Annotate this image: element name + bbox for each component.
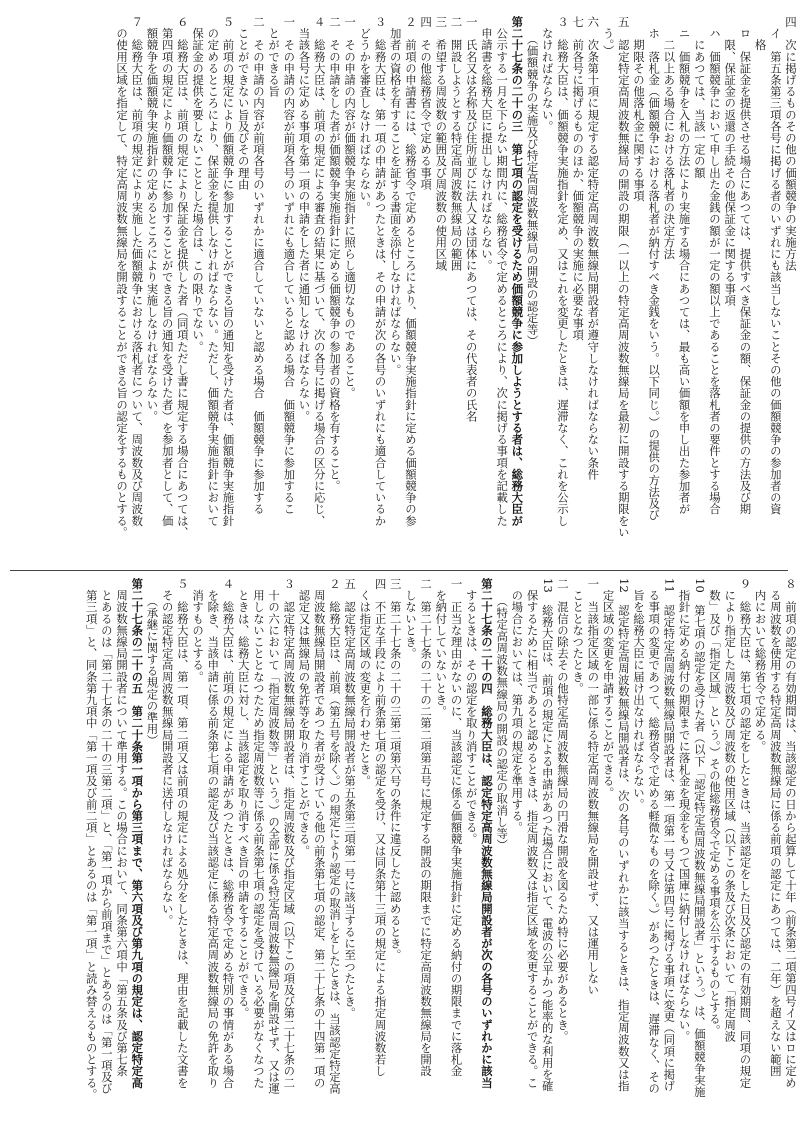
lower-text-column: ９ 総務大臣は、第七項の認定をしたときは、当該認定をした日及び認定の有効期間、同項の規定 [738, 578, 753, 1089]
lower-text-column: 三 第二十七条の二十の三第二項第六号の条件に違反したと認めるとき。 [388, 578, 403, 961]
lower-text-column: 二 第二十七条の二十の二第二項第五号に規定する開設の期限までに特定高周波数無線局を開設 [419, 578, 434, 1077]
lower-text-column: ４ 総務大臣は、前項の規定による申請があつたときは、総務省令で定める特別の事情がある場合 [221, 578, 236, 1089]
lower-text-column: を納付していないとき。 [434, 578, 449, 718]
upper-text-column: ニ 価額競争を入札の方法により実施する場合にあつては、最も高い価額を申し出た参加者が [677, 16, 692, 515]
lower-text-column: ２ 総務大臣は、前項（第五号を除く。）の規定により認定の取消しをしたときは、当該認定特定高 [327, 578, 342, 1095]
lower-text-column: （特定高周波数無線局の開設の認定の取消し等） [495, 578, 510, 851]
upper-text-column: う。） [601, 16, 616, 57]
upper-text-column: 申請書を総務大臣に提出しなければならない。 [479, 16, 494, 272]
upper-text-column: 当該各号に定める事項を第一項の申請をした者に通知しなければならない。 [297, 16, 312, 422]
upper-text-column: 五 認定特定高周波数無線局の開設の期限（一以上の特定高周波数無線局を最初に開設する期限をい [616, 16, 631, 538]
lower-text-column: 一 当該指定区域の一部に係る特定高周波数無線局を開設せず、又は運用しない [586, 578, 601, 996]
upper-text-column: にあつては、当該一定の額 [692, 16, 707, 179]
lower-text-column: により指定した周波数及び周波数の使用区域（以下この条及び次条において「指定周波 [723, 578, 738, 1042]
upper-text-column: イ 第五条第三項各号に掲げる者のいずれにも該当しないことその他の価額競争の参加者の資 [768, 16, 783, 515]
section-divider [10, 570, 788, 571]
upper-text-column: 第四項の規定により価額競争に参加することができる旨の通知を受けた者）を参加者として、価 [160, 16, 175, 527]
lower-text-column: するときは、その認定を取り消すことができる。 [464, 578, 479, 845]
lower-text-column: ３ 認定特定高周波数無線局開設者は、指定周波数及び指定区域（以下この項及び第二十七条の二 [282, 578, 297, 1089]
upper-text-column: 三 希望する周波数の範囲及び周波数の使用区域 [434, 16, 449, 272]
upper-text-column: 公示する一月を下らない期間内に、総務省令で定めるところにより、次に掲げる事項を記載した [495, 16, 510, 527]
upper-text-column: なければならない。 [540, 16, 555, 132]
upper-text-column: ３ 総務大臣は、価額競争実施指針を定め、又はこれを変更したときは、遅滞なく、これを公示し [555, 16, 570, 527]
lower-text-column: 10 第七項の認定を受けた者（以下「認定特定高周波数無線局開設者」という。）は、価額競争実施 [692, 578, 707, 1098]
lower-text-column: 第二十七条の二十の五 第二十条第一項から第三項まで、第六項及び第九項の規定は、認定特定高 [130, 578, 145, 1089]
upper-text-column: ロ 保証金を提供させる場合にあつては、提供すべき保証金の額、保証金の提供の方法及び期 [738, 16, 753, 515]
lower-text-column: ときは、総務大臣に対し、当該認定を取り消すべき旨の申請をすることができる。 [236, 578, 251, 1019]
upper-text-column: 二 開設しようとする特定高周波数無線局の範囲 [449, 16, 464, 272]
lower-text-column: 12 認定特定高周波数無線局開設者は、次の各号のいずれかに該当するときは、指定周波数又は指 [616, 578, 631, 1092]
lower-text-column: る周波数を使用する特定高周波数無線局に係る前項の認定にあつては、二年）を超えない範囲 [768, 578, 783, 1077]
upper-text-column: 二 その申請をした者が価額競争実施指針に定める価額競争の参加者の資格を有すること。 [327, 16, 342, 492]
upper-text-column: どうかを審査しなければならない。 [358, 16, 373, 214]
lower-text-column: 第三項」と、同条第九項中「第一項及び前二項」とあるのは「第一項」と読み替えるものとする。 [84, 578, 99, 1100]
lower-text-column: 一 正当な理由がないのに、当該認定に係る価額競争実施指針に定める納付の期限までに落札金 [449, 578, 464, 1077]
lower-text-column: る事項の変更であつて、総務省令で定める軽微なものを除く。）があつたときは、遅滞なく、その [647, 578, 662, 1095]
upper-text-column: ２ 前項の申請書には、総務省令で定めるところにより、価額競争実施指針に定める価額競争の参 [403, 16, 418, 527]
lower-text-column: 内において総務省令で定める。 [753, 578, 768, 752]
lower-text-column: （承継に関する規定の準用） [145, 578, 160, 747]
lower-text-block [14, 578, 798, 1118]
upper-text-column: 一 その申請の内容が前項各号のいずれにも適合していると認める場合 価額競争に参加するこ [282, 16, 297, 515]
lower-text-column: ８ 前項の認定の有効期間は、当該認定の日から起算して十年（前条第二項第四号イ又はロに定め [784, 578, 798, 1089]
upper-text-column: 格 [753, 16, 768, 51]
lower-text-column: 十の六において「指定周波数等」という。）の全部に係る特定高周波数無線局を開設せず、又は運 [267, 578, 282, 1095]
lower-text-column: 周波数無線局開設者であつた者が受けている他の前条第七項の認定、第二十七条の十四第一項の [312, 578, 327, 1089]
upper-text-column: 四 次に掲げるものその他の価額競争の実施方法 [784, 16, 798, 272]
upper-text-column: ハ 価額競争において申し出た金銭の額が一定の額以上であることを落札者の要件とする場合 [707, 16, 722, 515]
upper-text-column: 一 その申請の内容が価額競争実施指針に照らし適切なものであること。 [343, 16, 358, 399]
lower-text-column: 二 混信の除去その他特定高周波数無線局の円滑な開設を図るため特に必要があるとき。 [555, 578, 570, 1042]
upper-text-column: ４ 総務大臣は、前項の規定による審査の結果に基づいて、次の各号に掲げる場合の区分に応じ、 [312, 16, 327, 527]
upper-text-column: 二以上ある場合における落札者の決定方法 [662, 16, 677, 260]
lower-text-column: とあるのは「第二十七条の二十の三第二項」と、「第一項から前項まで」とあるのは「第一項及び [99, 578, 114, 1095]
lower-text-column: 13 総務大臣は、前項の規定による申請があつた場合において、電波の公平かつ能率的な利用を確 [540, 578, 555, 1092]
upper-text-column: 七 前各号に掲げるもののほか、価額競争の実施に必要な事項 [571, 16, 586, 341]
lower-text-column: 数」及び「指定区域」という。）その他総務省令で定める事項を公示するものとする。 [707, 578, 722, 1037]
lower-text-column: を除き、当該申請に係る前条第七項の認定及び当該認定に係る特定高周波数無線局の免許を取り [206, 578, 221, 1089]
lower-text-column: 五 認定特定高周波数無線局開設者が第五条第三項第一号に該当するに至つたとき。 [343, 578, 358, 1019]
lower-text-column: 保するために相当であると認めるときは、指定周波数又は指定区域を変更することができる。こ [525, 578, 540, 1089]
lower-text-column: 認定又は無線局の免許等を取り消すことができる。 [297, 578, 312, 857]
upper-text-column: 額競争を価額競争実施指針の定めるところにより実施しなければならない。 [145, 16, 160, 422]
lower-text-column: 第二十七条の二十の四 総務大臣は、認定特定高周波数無線局開設者が次の各号のいずれかに該当 [479, 578, 494, 1089]
lower-text-column: その認定特定高周波数無線局開設者に送付しなければならない。 [160, 578, 175, 926]
upper-text-column: 限、保証金の返還の手続その他保証金に関する事項 [723, 16, 738, 306]
upper-text-column: 六 次条第十項に規定する認定特定高周波数無線局開設者が遵守しなければならない条件 [586, 16, 601, 480]
upper-text-column: の定めるところにより、保証金を提供しなければならない。ただし、価額競争実施指針において [206, 16, 221, 527]
lower-text-column: こととなつたとき。 [571, 578, 586, 694]
upper-text-column: ６ 総務大臣は、前項の規定により保証金を提供した者（同項ただし書に規定する場合にあつては、 [175, 16, 190, 538]
lower-text-column: しないとき。 [403, 578, 418, 660]
upper-text-column: ホ 落札金（価額競争における落札者が納付すべき金銭をいう。以下同じ。）の提供の方法及び [647, 16, 662, 521]
upper-text-column: ５ 前項の規定により価額競争に参加することができる旨の通知を受けた者は、価額競争実施指針 [221, 16, 236, 527]
upper-text-column: （価額競争の実施及び特定高周波数無線局の開設の認定等） [525, 16, 540, 347]
lower-text-column: 周波数無線局開設者について準用する。この場合において、同条第六項中「第五条及び第七条 [115, 578, 130, 1077]
upper-text-column: 第二十七条の二十の三 第七項の認定を受けるため価額競争に参加しようとする者は、総務大臣が [510, 16, 525, 527]
lower-text-column: 四 不正な手段により前条第七項の認定を受け、又は同条第十三項の規定による指定周波数若し [373, 578, 388, 1077]
upper-text-column: 保証金の提供を要しないこととした場合は、この限りでない。 [191, 16, 206, 353]
upper-text-column: の使用区域を指定して、特定高周波数無線局を開設することができる旨の認定をするものとする。 [115, 16, 130, 538]
upper-text-column: 四 その他総務省令で定める事項 [419, 16, 434, 190]
upper-text-column: 二 その申請の内容が前項各号のいずれかに適合していないと認める場合 価額競争に参加する [251, 16, 266, 515]
lower-text-column: 用しないこととなつたため指定周波数等に係る前条第七項の認定を受けている必要がなくなつた [251, 578, 266, 1089]
upper-text-column: 加者の資格を有することを証する書面を添付しなければならない。 [388, 16, 403, 376]
upper-text-column: ３ 総務大臣は、第一項の申請があつたときは、その申請が次の各号のいずれにも適合しているか [373, 16, 388, 527]
lower-text-column: 旨を総務大臣に届け出なければならない。 [631, 578, 646, 810]
upper-text-column: 期限その他落札金に関する事項 [631, 16, 646, 202]
lower-text-column: の場合においては、第九項の規定を準用する。 [510, 578, 525, 834]
upper-text-column: 一 氏名又は名称及び住所並びに法人又は団体にあつては、その代表者の氏名 [464, 16, 479, 422]
lower-text-column: 定区域の変更を申請することができる。 [601, 578, 616, 799]
upper-text-block [14, 16, 798, 564]
upper-text-column: ことができない旨及びその理由 [236, 16, 251, 190]
lower-text-column: 指針に定める納付の期限までに落札金を現金をもつて国庫に納付しなければならない。 [677, 578, 692, 1042]
lower-text-column: 消すものとする。 [191, 578, 206, 683]
lower-text-column: くは指定区域の変更を行わせたとき。 [358, 578, 373, 787]
upper-text-column: ７ 総務大臣は、前項の規定により実施した価額競争における落札者について、周波数及び周波数 [130, 16, 145, 527]
upper-text-column: とができる旨 [267, 16, 282, 98]
lower-text-column: 11 認定特定高周波数無線局開設者は、第一項第一号又は第四号に掲げる事項に変更（同項に掲げ [662, 578, 677, 1092]
lower-text-column: ５ 総務大臣は、第一項、第二項又は前項の規定による処分をしたときは、理由を記載した文書を [175, 578, 190, 1089]
